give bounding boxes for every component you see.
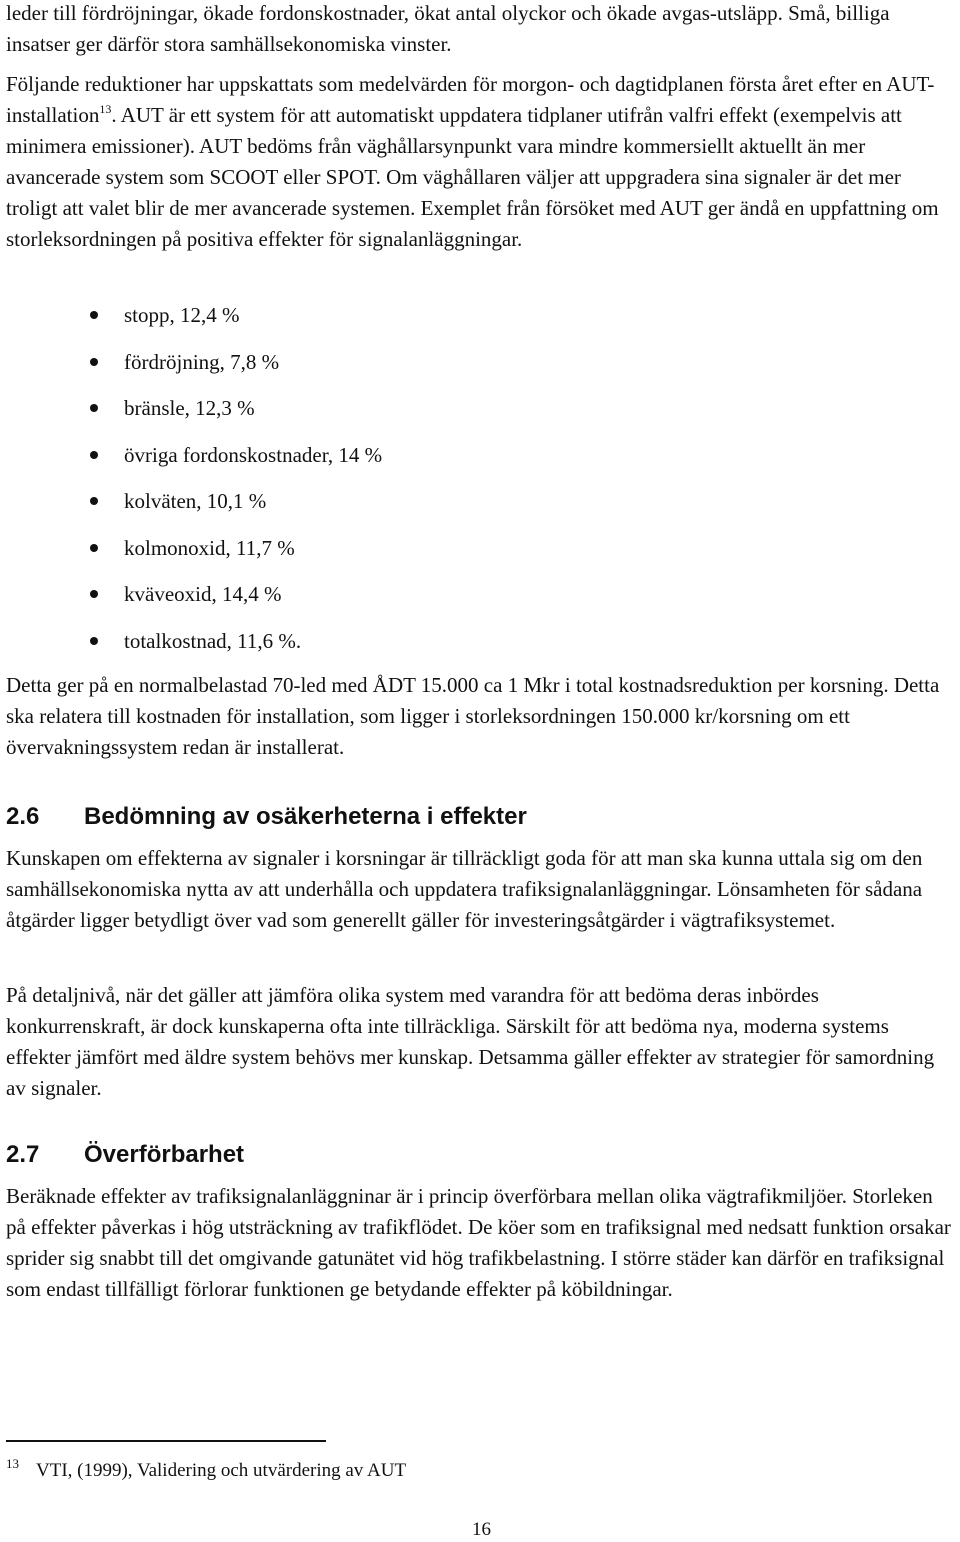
list-item-text: övriga fordonskostnader, 14 % bbox=[124, 442, 383, 467]
list-item-text: kväveoxid, 14,4 % bbox=[124, 582, 282, 606]
footnote-number: 13 bbox=[6, 1456, 19, 1471]
section-number: 2.6 bbox=[6, 803, 40, 830]
list-item bbox=[6, 626, 382, 673]
footnote-divider bbox=[6, 1440, 326, 1442]
bullet-icon bbox=[90, 637, 98, 645]
footnote-text: VTI, (1999), Validering och utvärdering av AUT bbox=[36, 1460, 407, 1481]
list-item-text: bränsle, 12,3 % bbox=[124, 396, 255, 420]
list-item bbox=[6, 393, 382, 440]
paragraph-aut-part-1: Följande reduktioner har uppskattats som medelvärden för morgon- och dagtidplanen första året efter en AUT-installation bbox=[6, 72, 935, 127]
list-item bbox=[6, 300, 382, 347]
footnote-ref: 13 bbox=[99, 102, 112, 116]
list-item-text: totalkostnad, 11,6 %. bbox=[124, 628, 302, 653]
paragraph-detail: På detaljnivå, när det gäller att jämföra olika system med varandra för att bedöma deras inbördes konkurrenskraft, är dock kunskaperna ofta inte tillräckliga. Särskilt för att bedöma nya, moderna systems effekter jämfört med äldre system behövs mer kunskap. Detsamma gäller effekter av strategier för samordning av signaler. bbox=[6, 983, 935, 1100]
section-heading-2-7 bbox=[6, 1140, 244, 1170]
bullet-icon bbox=[90, 497, 98, 505]
bullet-icon bbox=[90, 311, 98, 319]
list-item bbox=[6, 486, 382, 533]
footnote bbox=[6, 1452, 406, 1483]
bullet-icon bbox=[90, 544, 98, 552]
page-number: 16 bbox=[472, 1519, 491, 1540]
paragraph-intro: leder till fördröjningar, ökade fordonskostnader, ökat antal olyckor och ökade avgas-utsläpp. Små, billiga insatser ger därför stora samhällsekonomiska vinster. bbox=[6, 1, 890, 56]
bullet-icon bbox=[90, 358, 98, 366]
paragraph-aut bbox=[6, 69, 956, 255]
section-number: 2.7 bbox=[6, 1141, 40, 1168]
list-item bbox=[6, 579, 382, 626]
reduction-list bbox=[6, 300, 382, 672]
paragraph-aut-part-2: . AUT är ett system för att automatiskt uppdatera tidplaner utifrån valfri effekt (exempelvis att minimera emissioner). AUT bedöms från väghållarsynpunkt vara mindre kommersiellt aktuellt än mer avancerade system som SCOOT eller SPOT. Om väghållaren väljer att uppgradera sina signaler är det mer troligt att valet blir de mer avancerade systemen. Exemplet från försöket med AUT ger ändå en uppfattning om storleksordningen på positiva effekter för signalanläggningar. bbox=[6, 103, 939, 251]
list-item bbox=[6, 347, 382, 394]
list-item bbox=[6, 533, 382, 580]
list-item-text: stopp, 12,4 % bbox=[124, 303, 240, 327]
list-item-text: kolmonoxid, 11,7 % bbox=[124, 535, 295, 560]
paragraph-transferability: Beräknade effekter av trafiksignalanläggninar är i princip överförbara mellan olika vägtrafikmiljöer. Storleken på effekter påverkas i hög utsträckning av trafikflödet. De köer som en trafiksignal med nedsatt funktion orsakar sprider sig snabbt till det omgivande gatunätet vid hög trafikbelastning. I större städer kan därför en trafiksignal som endast tillfälligt förlorar funktionen ge betydande effekter på köbildningar. bbox=[6, 1184, 951, 1301]
list-item-text: fördröjning, 7,8 % bbox=[124, 349, 280, 374]
bullet-icon bbox=[90, 404, 98, 412]
bullet-icon bbox=[90, 451, 98, 459]
section-title: Överförbarhet bbox=[84, 1141, 245, 1168]
paragraph-knowledge: Kunskapen om effekterna av signaler i korsningar är tillräckligt goda för att man ska kunna uttala sig om den samhällsekonomiska nytta av att underhålla och uppdatera trafiksignalanläggningar. Lönsamheten för sådana åtgärder ligger betydligt över vad som generellt gäller för investeringsåtgärder i vägtrafiksystemet. bbox=[6, 846, 923, 932]
section-heading-2-6 bbox=[6, 802, 527, 832]
section-title: Bedömning av osäkerheterna i effekter bbox=[84, 803, 527, 830]
paragraph-cost: Detta ger på en normalbelastad 70-led med ÅDT 15.000 ca 1 Mkr i total kostnadsreduktion per korsning. Detta ska relatera till kostnaden för installation, som ligger i storleksordningen 150.000 kr/korsning om ett övervakningssystem redan är installerat. bbox=[6, 673, 940, 759]
bullet-icon bbox=[90, 590, 98, 598]
list-item bbox=[6, 440, 382, 487]
list-item-text: kolväten, 10,1 % bbox=[124, 489, 267, 513]
